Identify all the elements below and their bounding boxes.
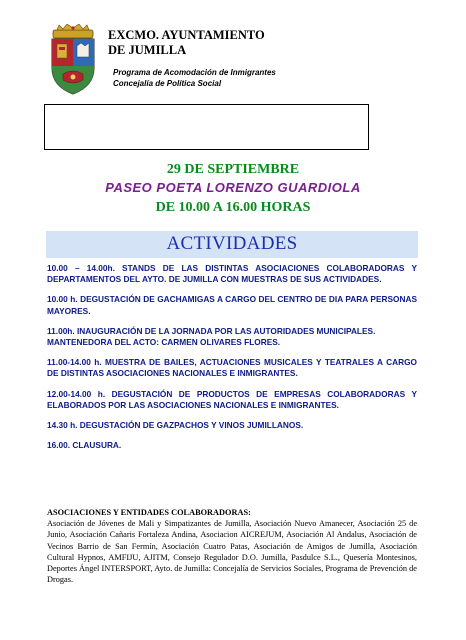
header-title: [108, 28, 265, 58]
activity-text: 10.00 h. DEGUSTACIÓN DE GACHAMIGAS A CARGO DEL CENTRO DE DIA PARA PERSONAS MAYORES.: [47, 294, 417, 316]
activities-list: [47, 263, 417, 460]
activity-item: [47, 389, 417, 411]
activity-text: MANTENEDORA DEL ACTO: CARMEN OLIVARES FLORES.: [47, 337, 281, 348]
activity-item: [47, 420, 417, 431]
activities-banner: [46, 231, 418, 258]
activity-text: 12.00-14.00 h. DEGUSTACIÓN DE PRODUCTOS DE EMPRESAS COLABORADORAS Y ELABORADOS POR LAS ASOCIACIONES NACIONALES E INMIGRANTES.: [47, 388, 417, 410]
activity-item: [47, 263, 417, 285]
activity-item: [47, 294, 417, 316]
header-subtitle: [113, 67, 276, 89]
department-name: Concejalía de Política Social: [113, 79, 222, 88]
activity-text: 14.30 h. DEGUSTACIÓN DE GAZPACHOS Y VINOS JUMILLANOS.: [47, 420, 304, 431]
activities-title: ACTIVIDADES: [166, 233, 298, 254]
event-date: 29 DE SEPTIEMBRE: [166, 162, 300, 177]
activity-text: 11.00h. INAUGURACIÓN DE LA JORNADA POR LAS AUTORIDADES MUNICIPALES.: [47, 325, 376, 336]
header-title-line1: EXCMO. AYUNTAMIENTO: [108, 28, 265, 42]
activity-item: [47, 440, 417, 451]
event-place: PASEO POETA LORENZO GUARDIOLA: [105, 180, 361, 195]
event-hours: DE 10.00 A 16.00 HORAS: [155, 200, 311, 215]
activity-text: 10.00 – 14.00h. STANDS DE LAS DISTINTAS ASOCIACIONES COLABORADORAS Y DEPARTAMENTOS DEL AYTO. DE JUMILLA CON MUESTRAS DE SUS ACTIVIDADES.: [47, 263, 417, 285]
activity-item: [47, 357, 417, 379]
collaborators-heading: ASOCIACIONES Y ENTIDADES COLABORADORAS:: [47, 508, 251, 517]
activity-text: 11.00-14.00 h. MUESTRA DE BAILES, ACTUACIONES MUSICALES Y TEATRALES A CARGO DE DISTINTAS ASOCIACIONES NACIONALES E INMIGRANTES.: [47, 357, 417, 379]
header-title-line2: DE JUMILLA: [108, 43, 187, 57]
empty-frame: [44, 104, 369, 150]
program-name: Programa de Acomodación de Inmigrantes: [113, 68, 276, 77]
coat-of-arms-icon: [49, 24, 97, 96]
activity-item: [47, 326, 417, 348]
collaborators-section: [47, 507, 417, 585]
collaborators-text: Asociación de Jóvenes de Mali y Simpatizantes de Jumilla, Asociación Nuevo Amanecer, Asociación 25 de Junio, Asociación Cañaris Fortaleza Andina, Asociacion AICREJUM, Asociación Al Andalus, Asociación de Vecinos Barrio de San Fermín, Asociación Cuatro Patas, Asociación de Amigos de Jumilla, Asociación Cultural Hypnos, AMFIJU, AJITM, Consejo Regulador D.O. Jumilla, Pasdulce S.L., Quesería Montesinos, Deportes Ángel INTERSPORT, Ayto. de Jumilla: Concejalía de Servicios Sociales, Programa de Prevención de Drogas.: [47, 519, 417, 585]
activity-text: 16.00. CLAUSURA.: [47, 440, 122, 451]
